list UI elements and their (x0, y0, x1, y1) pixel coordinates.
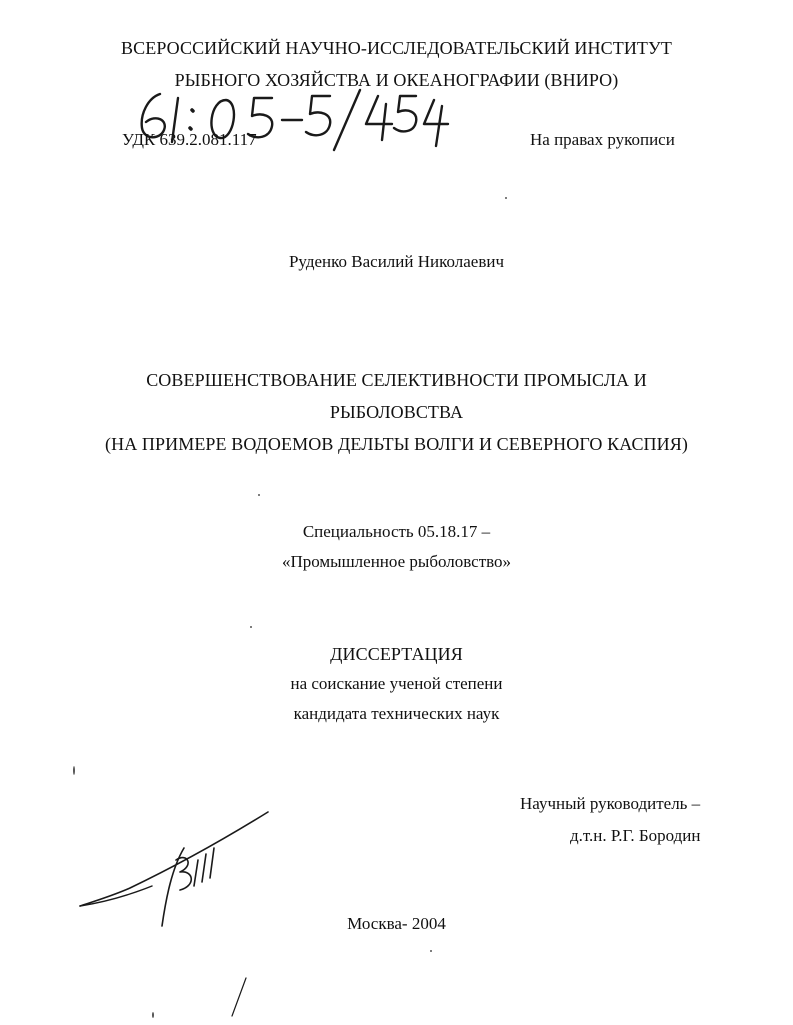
institute-line-2: РЫБНОГО ХОЗЯЙСТВА И ОКЕАНОГРАФИИ (ВНИРО) (174, 70, 619, 90)
title-line-1: СОВЕРШЕНСТВОВАНИЕ СЕЛЕКТИВНОСТИ ПРОМЫСЛА И (146, 370, 647, 390)
specialty-code: Специальность 05.18.17 – (302, 522, 491, 541)
author-name: Руденко Василий Николаевич (288, 252, 505, 271)
supervisor-name: д.т.н. Р.Г. Бородин (570, 826, 701, 845)
specialty-name: «Промышленное рыболовство» (281, 552, 512, 571)
manuscript-rights-note: На правах рукописи (530, 130, 675, 149)
scan-speck (152, 1012, 154, 1018)
supervisor-label: Научный руководитель – (520, 794, 701, 813)
scan-speck (505, 197, 507, 199)
scan-speck (430, 950, 432, 952)
scan-speck (258, 494, 260, 496)
city-and-year: Москва- 2004 (347, 914, 446, 933)
scan-speck (73, 766, 75, 775)
scan-speck (250, 626, 252, 628)
title-line-3: (НА ПРИМЕРЕ ВОДОЕМОВ ДЕЛЬТЫ ВОЛГИ И СЕВЕРНОГО КАСПИЯ) (105, 434, 688, 454)
document-type: ДИССЕРТАЦИЯ (330, 644, 463, 664)
title-line-2: РЫБОЛОВСТВА (329, 402, 464, 422)
udk-code: УДК 639.2.081.117 (122, 130, 257, 149)
degree-line-2: кандидата технических наук (293, 704, 500, 723)
institute-line-1: ВСЕРОССИЙСКИЙ НАУЧНО-ИССЛЕДОВАТЕЛЬСКИЙ ИНСТИТУТ (121, 38, 672, 58)
scan-mark (228, 976, 248, 1020)
degree-line-1: на соискание ученой степени (290, 674, 503, 693)
